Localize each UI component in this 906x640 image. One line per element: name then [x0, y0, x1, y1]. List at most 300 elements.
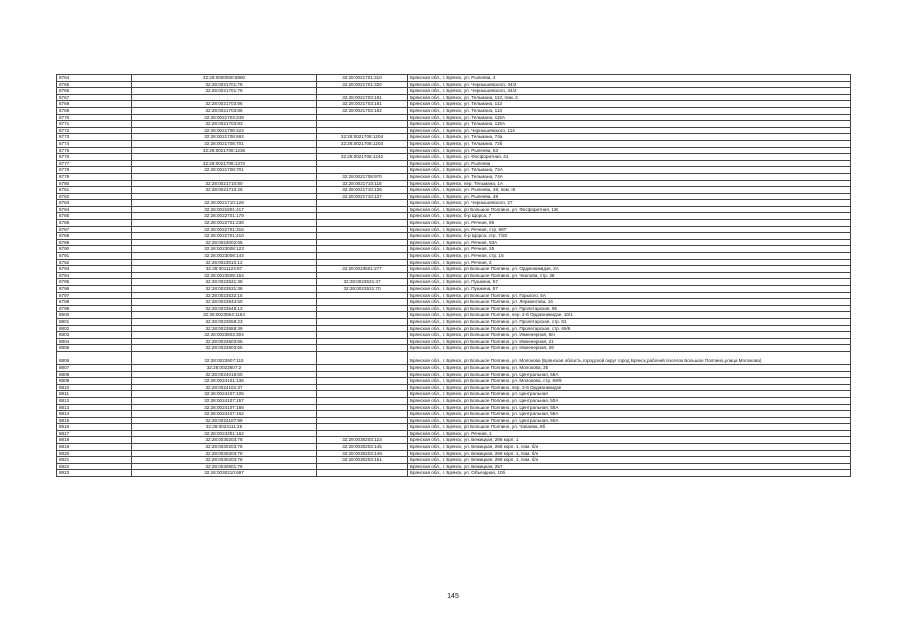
row-number-cell: 8807 — [57, 364, 132, 371]
row-number-cell: 8801 — [57, 318, 132, 325]
row-number-cell: 8783 — [57, 200, 132, 207]
address-cell: Брянская обл., г. Брянск, б-р Щорса, 7 — [408, 213, 851, 220]
table-row — [57, 81, 851, 88]
row-number-cell: 8765 — [57, 81, 132, 88]
address-cell: Брянская обл., г. Брянск, ул. Рылеева, 48, пом. III — [408, 187, 851, 194]
table-row — [57, 147, 851, 154]
address-cell: Брянская обл., г. Брянск, рп Большое Полпино, ул. Чапаева, 8б — [408, 424, 851, 431]
row-number-cell: 8798 — [57, 299, 132, 306]
parent-cadastral-cell — [317, 463, 408, 470]
address-cell: Брянская обл., г. Брянск, рп Большое Полпино, ул. Центральная, 58А — [408, 411, 851, 418]
table-row — [57, 463, 851, 470]
parent-cadastral-cell — [317, 351, 408, 364]
table-row — [57, 450, 851, 457]
row-number-cell: 8789 — [57, 239, 132, 246]
address-cell: Брянская обл., г. Брянск, ул. Речная, 2 — [408, 259, 851, 266]
table-row — [57, 272, 851, 279]
parent-cadastral-cell — [317, 259, 408, 266]
row-number-cell: 8780 — [57, 180, 132, 187]
row-number-cell: 8795 — [57, 279, 132, 286]
parent-cadastral-cell: 32:28:0023531:47 — [317, 279, 408, 286]
row-number-cell: 8769 — [57, 107, 132, 114]
parent-cadastral-cell: 32:28:0021708:1203 — [317, 140, 408, 147]
row-number-cell: 8822 — [57, 463, 132, 470]
table-row — [57, 259, 851, 266]
parent-cadastral-cell — [317, 213, 408, 220]
table-row — [57, 437, 851, 444]
address-cell: Брянская обл., г. Брянск, рп Большое Полпино, ул. Орджоникидзе, 2А — [408, 266, 851, 273]
cadastral-number-cell: 32:28:0024107:157 — [132, 397, 317, 404]
table-row — [57, 220, 851, 227]
row-number-cell: 8772 — [57, 127, 132, 134]
parent-cadastral-cell — [317, 200, 408, 207]
address-cell: Брянская обл., г. Брянск, ул. Тельмана, 72б — [408, 140, 851, 147]
table-row — [57, 200, 851, 207]
row-number-cell: 8805 — [57, 345, 132, 352]
cadastral-number-cell: 32:28:0030203:78 — [132, 444, 317, 451]
row-number-cell: 8813 — [57, 404, 132, 411]
row-number-cell: 8809 — [57, 378, 132, 385]
address-cell: Брянская обл., г. Брянск, ул. Чернышевского, 34/2 — [408, 81, 851, 88]
table-row — [57, 187, 851, 194]
row-number-cell: 8817 — [57, 430, 132, 437]
address-cell: Брянская обл., г. Брянск, ул. Объездная, 10б — [408, 470, 851, 477]
registry-table-body — [57, 75, 851, 477]
row-number-cell: 8818 — [57, 437, 132, 444]
parent-cadastral-cell — [317, 325, 408, 332]
row-number-cell: 8778 — [57, 167, 132, 174]
parent-cadastral-cell — [317, 206, 408, 213]
cadastral-number-cell: 32:28:0021701:78 — [132, 81, 317, 88]
address-cell: Брянская обл., г. Брянск, ул. Тельмана, 115А — [408, 114, 851, 121]
cadastral-number-cell: 32:28:0023603:304 — [132, 332, 317, 339]
address-cell: Брянская обл., г. Брянск, ул. Тельмана, 74А — [408, 173, 851, 180]
table-row — [57, 384, 851, 391]
parent-cadastral-cell — [317, 332, 408, 339]
address-cell: Брянская обл., г. Брянск, рп Большое Полпино, ул. Инженерная, 6/н — [408, 332, 851, 339]
address-cell: Брянская обл., г. Брянск, ул. Речная, 93А — [408, 239, 851, 246]
address-cell: Брянская обл., г. Брянск, рп Большое Полпино, ул. Центральная, 50А — [408, 397, 851, 404]
table-row — [57, 246, 851, 253]
cadastral-number-cell: 32:28:0021703:86 — [132, 101, 317, 108]
address-cell: Брянская обл., г. Брянск, рп Большое Полпино, ул. Пролетарская, стр. 65/6 — [408, 325, 851, 332]
cadastral-number-cell: 32:28:0021703:83 — [132, 121, 317, 128]
table-row — [57, 286, 851, 293]
cadastral-number-cell: 32:28:0030501:76 — [132, 463, 317, 470]
table-row — [57, 378, 851, 385]
row-number-cell: 8768 — [57, 101, 132, 108]
parent-cadastral-cell — [317, 424, 408, 431]
cadastral-number-cell: 32:28:0023603:65 — [132, 345, 317, 352]
parent-cadastral-cell — [317, 147, 408, 154]
cadastral-number-cell — [132, 173, 317, 180]
row-number-cell: 8806 — [57, 351, 132, 364]
table-row — [57, 193, 851, 200]
table-row — [57, 305, 851, 312]
address-cell: Брянская обл., г. Брянск, рп Большое Полпино, ул. Центральная, 58А — [408, 404, 851, 411]
table-row — [57, 107, 851, 114]
row-number-cell: 8770 — [57, 114, 132, 121]
parent-cadastral-cell: 32:28:0021701:320 — [317, 81, 408, 88]
row-number-cell: 8803 — [57, 332, 132, 339]
cadastral-number-cell: 32:28:0030203:78 — [132, 437, 317, 444]
cadastral-number-cell — [132, 154, 317, 161]
address-cell: Брянская обл., г. Брянск, рп Большое Полпино, ул. Центральная, 50А — [408, 417, 851, 424]
table-row — [57, 239, 851, 246]
table-row — [57, 167, 851, 174]
parent-cadastral-cell: 32:28:0023531:70 — [317, 286, 408, 293]
parent-cadastral-cell — [317, 220, 408, 227]
parent-cadastral-cell: 32:28:0021703:181 — [317, 101, 408, 108]
table-row — [57, 101, 851, 108]
row-number-cell: 8808 — [57, 371, 132, 378]
address-cell: Брянская обл., г. Брянск, ул. Рылеева, 48 — [408, 193, 851, 200]
table-row — [57, 206, 851, 213]
parent-cadastral-cell: 32:28:0021708:1204 — [317, 134, 408, 141]
table-row — [57, 88, 851, 95]
table-row — [57, 470, 851, 477]
parent-cadastral-cell — [317, 417, 408, 424]
address-cell: Брянская обл., г. Брянск, рп Большое Полпино, ул. Молокова (Брянская область,городской округ город Брянск,рабочий поселок Большое Полпино,улица Молокова) — [408, 351, 851, 364]
address-cell: Брянская обл., г. Брянск, ул. Бежицкая, 257 — [408, 463, 851, 470]
cadastral-number-cell: 32:28:0021708:1372 — [132, 160, 317, 167]
parent-cadastral-cell: 32:28:0021703:181 — [317, 94, 408, 101]
cadastral-number-cell: 32:28:0023543:50 — [132, 299, 317, 306]
cadastral-number-cell: 32:28:0021801:417 — [132, 206, 317, 213]
cadastral-number-cell: 32:28:0021708:701 — [132, 167, 317, 174]
cadastral-number-cell: 32:28:0021708:701 — [132, 140, 317, 147]
cadastral-number-cell: 32:28:0023559:39 — [132, 325, 317, 332]
row-number-cell: 8785 — [57, 213, 132, 220]
row-number-cell: 8782 — [57, 193, 132, 200]
row-number-cell: 8794 — [57, 272, 132, 279]
row-number-cell: 8771 — [57, 121, 132, 128]
row-number-cell: 8816 — [57, 424, 132, 431]
cadastral-number-cell: 32:28:0023559:23 — [132, 318, 317, 325]
parent-cadastral-cell — [317, 167, 408, 174]
cadastral-number-cell: 32:28:0023531:38 — [132, 286, 317, 293]
parent-cadastral-cell — [317, 246, 408, 253]
address-cell: Брянская обл., г. Брянск, ул. Речная, стр. 98Т — [408, 226, 851, 233]
cadastral-number-cell: 32:28:0000000:5980 — [132, 75, 317, 82]
cadastral-number-cell: 32:28:0023531:38 — [132, 279, 317, 286]
table-row — [57, 154, 851, 161]
table-row — [57, 345, 851, 352]
cadastral-number-cell: 32:28:0023509:154 — [132, 272, 317, 279]
address-cell: Брянская обл., г. Брянск, рп Большое Полпино, ул. Молокова, стр. 69/9 — [408, 378, 851, 385]
cadastral-number-cell: 32:28:0011124:97 — [132, 266, 317, 273]
address-cell: Брянская обл., г. Брянск, рп Большое Полпино, ул. Фосфоритная, 1Ж — [408, 206, 851, 213]
table-row — [57, 417, 851, 424]
address-cell: Брянская обл., г. Брянск, рп Большое Полпино, ул. Горького, 5А — [408, 292, 851, 299]
table-row — [57, 424, 851, 431]
address-cell: Брянская обл., г. Брянск, ул. Речная, 1 — [408, 430, 851, 437]
address-cell: Брянская обл., г. Брянск, рп Большое Полпино, ул. Инженерная, 29 — [408, 345, 851, 352]
row-number-cell: 8823 — [57, 470, 132, 477]
row-number-cell: 8815 — [57, 417, 132, 424]
cadastral-number-cell: 32:28:0021703:86 — [132, 107, 317, 114]
table-row — [57, 397, 851, 404]
cadastral-number-cell: 32:28:0023010:12 — [132, 259, 317, 266]
parent-cadastral-cell: 32:28:0023501:277 — [317, 266, 408, 273]
table-row — [57, 351, 851, 364]
parent-cadastral-cell — [317, 160, 408, 167]
row-number-cell: 8802 — [57, 325, 132, 332]
row-number-cell: 8797 — [57, 292, 132, 299]
parent-cadastral-cell — [317, 226, 408, 233]
table-row — [57, 75, 851, 82]
cadastral-number-cell: 32:28:0021710:26 — [132, 187, 317, 194]
cadastral-number-cell: 32:28:0030203:78 — [132, 450, 317, 457]
address-cell: Брянская обл., г. Брянск, рп Большое Полпино, пер. 3-й Орджоникидзе — [408, 384, 851, 391]
table-row — [57, 114, 851, 121]
parent-cadastral-cell — [317, 397, 408, 404]
cadastral-number-cell: 32:28:0024101:136 — [132, 378, 317, 385]
parent-cadastral-cell — [317, 411, 408, 418]
row-number-cell: 8799 — [57, 305, 132, 312]
row-number-cell: 8792 — [57, 259, 132, 266]
table-row — [57, 430, 851, 437]
table-row — [57, 411, 851, 418]
cadastral-number-cell: 32:28:0024107:162 — [132, 411, 317, 418]
row-number-cell: 8786 — [57, 220, 132, 227]
parent-cadastral-cell — [317, 305, 408, 312]
parent-cadastral-cell — [317, 391, 408, 398]
table-row — [57, 173, 851, 180]
cadastral-number-cell: 32:28:0024111:25 — [132, 424, 317, 431]
row-number-cell: 8776 — [57, 154, 132, 161]
row-number-cell: 8814 — [57, 411, 132, 418]
address-cell: Брянская обл., г. Брянск, ул. Пушкина, 57 — [408, 279, 851, 286]
row-number-cell: 8796 — [57, 286, 132, 293]
row-number-cell: 8821 — [57, 457, 132, 464]
table-row — [57, 121, 851, 128]
cadastral-number-cell: 32:28:0021710:80 — [132, 180, 317, 187]
registry-table-container — [56, 74, 851, 477]
table-row — [57, 160, 851, 167]
page-number: 145 — [447, 593, 459, 600]
table-row — [57, 213, 851, 220]
table-row — [57, 332, 851, 339]
table-row — [57, 299, 851, 306]
table-row — [57, 312, 851, 319]
parent-cadastral-cell — [317, 364, 408, 371]
cadastral-number-cell: 32:28:0024107:156 — [132, 404, 317, 411]
table-row — [57, 233, 851, 240]
address-cell: Брянская обл., г. Брянск, рп Большое Полпино, ул. Инженерная, 21 — [408, 338, 851, 345]
row-number-cell: 8810 — [57, 384, 132, 391]
parent-cadastral-cell — [317, 88, 408, 95]
address-cell: Брянская обл., г. Брянск, рп Большое Полпино, ул. Центральная — [408, 391, 851, 398]
cadastral-number-cell: 32:28:0023603:65 — [132, 338, 317, 345]
row-number-cell: 8773 — [57, 134, 132, 141]
row-number-cell: 8766 — [57, 88, 132, 95]
row-number-cell: 8774 — [57, 140, 132, 147]
cadastral-number-cell: 32:28:0022701:410 — [132, 233, 317, 240]
parent-cadastral-cell: 32:28:0021710:126 — [317, 187, 408, 194]
table-row — [57, 371, 851, 378]
row-number-cell: 8777 — [57, 160, 132, 167]
address-cell: Брянская обл., г. Брянск, рп Большое Полпино, ул. Пролетарская, 95 — [408, 305, 851, 312]
row-number-cell: 8812 — [57, 397, 132, 404]
cadastral-number-cell: 32:28:0021710:128 — [132, 200, 317, 207]
table-row — [57, 140, 851, 147]
table-row — [57, 180, 851, 187]
cadastral-number-cell: 32:28:0021708:1236 — [132, 147, 317, 154]
row-number-cell: 8790 — [57, 246, 132, 253]
parent-cadastral-cell — [317, 299, 408, 306]
address-cell: Брянская обл., г. Брянск, ул. Фосфоритная, 41 — [408, 154, 851, 161]
parent-cadastral-cell — [317, 404, 408, 411]
cadastral-number-cell: 32:28:0023008:144 — [132, 253, 317, 260]
parent-cadastral-cell: 32:28:0030203:151 — [317, 457, 408, 464]
address-cell: Брянская обл., г. Брянск, рп Большое Полпино, ул. Молокова, 35 — [408, 364, 851, 371]
cadastral-number-cell: 32:28:0024301:162 — [132, 430, 317, 437]
table-row — [57, 292, 851, 299]
cadastral-number-cell: 32:28:0021708:423 — [132, 127, 317, 134]
row-number-cell: 8775 — [57, 147, 132, 154]
parent-cadastral-cell — [317, 114, 408, 121]
address-cell: Брянская обл., г. Брянск, ул. Рылеева, 53 — [408, 147, 851, 154]
address-cell: Брянская обл., г. Брянск, рп Большое Полпино, ул. Пролетарская, стр. 81 — [408, 318, 851, 325]
parent-cadastral-cell: 32:28:0021710:127 — [317, 193, 408, 200]
table-row — [57, 279, 851, 286]
table-row — [57, 364, 851, 371]
table-row — [57, 226, 851, 233]
row-number-cell: 8787 — [57, 226, 132, 233]
address-cell: Брянская обл., г. Брянск, рп Большое Полпино, ул. Чкалова, стр. 38 — [408, 272, 851, 279]
cadastral-number-cell: 32:28:0023607:115 — [132, 351, 317, 364]
parent-cadastral-cell: 32:28:0030203:123 — [317, 437, 408, 444]
address-cell: Брянская обл., г. Брянск, ул. Тельмана, 74а — [408, 134, 851, 141]
address-cell: Брянская обл., г. Брянск, ул. Тельмана, 113 — [408, 107, 851, 114]
row-number-cell: 8820 — [57, 450, 132, 457]
address-cell: Брянская обл., г. Брянск, ул. Чернышевского, 114 — [408, 127, 851, 134]
table-row — [57, 253, 851, 260]
address-cell: Брянская обл., г. Брянск, ул. Чернышевского, 27 — [408, 200, 851, 207]
parent-cadastral-cell — [317, 272, 408, 279]
registry-table — [56, 74, 851, 477]
row-number-cell: 8781 — [57, 187, 132, 194]
table-row — [57, 318, 851, 325]
row-number-cell: 8819 — [57, 444, 132, 451]
address-cell: Брянская обл., г. Брянск, ул. Бежицкая, 286 корп. 1 — [408, 437, 851, 444]
cadastral-number-cell: 32:28:0023548:13 — [132, 305, 317, 312]
cadastral-number-cell: 32:28:0024018:60 — [132, 371, 317, 378]
row-number-cell: 8791 — [57, 253, 132, 260]
address-cell: Брянская обл., г. Брянск, рп Большое Полпино, ул. Центральная, 58А — [408, 371, 851, 378]
parent-cadastral-cell: 32:28:0021708:970 — [317, 173, 408, 180]
address-cell: Брянская обл., г. Брянск, ул. Речная, стр. 15 — [408, 253, 851, 260]
row-number-cell: 8767 — [57, 94, 132, 101]
cadastral-number-cell: 32:28:0023554:1154 — [132, 312, 317, 319]
address-cell: Брянская обл., г. Брянск, рп Большое Полпино, пер. 2-й Орджоникидзе, 10/1 — [408, 312, 851, 319]
cadastral-number-cell: 32:28:0021701:78 — [132, 88, 317, 95]
table-row — [57, 457, 851, 464]
address-cell: Брянская обл., г. Брянск, ул. Речная, 35 — [408, 246, 851, 253]
address-cell: Брянская обл., г. Брянск, ул. Тельмана, 113, пом. 2 — [408, 94, 851, 101]
parent-cadastral-cell: 32:28:0021703:182 — [317, 107, 408, 114]
address-cell: Брянская обл., г. Брянск, пер. Тельмана, 1А — [408, 180, 851, 187]
address-cell: Брянская обл., г. Брянск, ул. Бежицкая, 286 корп. 1, пом. б/н — [408, 450, 851, 457]
cadastral-number-cell: 32:28:0022701:238 — [132, 220, 317, 227]
cadastral-number-cell: 32:28:0021703:249 — [132, 114, 317, 121]
table-row — [57, 325, 851, 332]
row-number-cell: 8800 — [57, 312, 132, 319]
parent-cadastral-cell — [317, 384, 408, 391]
row-number-cell: 8788 — [57, 233, 132, 240]
row-number-cell: 8793 — [57, 266, 132, 273]
table-row — [57, 127, 851, 134]
cadastral-number-cell: 32:28:0022701:179 — [132, 213, 317, 220]
row-number-cell: 8779 — [57, 173, 132, 180]
parent-cadastral-cell — [317, 345, 408, 352]
parent-cadastral-cell — [317, 253, 408, 260]
cadastral-number-cell: 32:28:0030310:697 — [132, 470, 317, 477]
cadastral-number-cell: 32:28:0024107:105 — [132, 391, 317, 398]
table-row — [57, 444, 851, 451]
cadastral-number-cell: 32:28:0022701:315 — [132, 226, 317, 233]
parent-cadastral-cell — [317, 378, 408, 385]
parent-cadastral-cell — [317, 127, 408, 134]
table-row — [57, 134, 851, 141]
table-row — [57, 338, 851, 345]
address-cell: Брянская обл., г. Брянск, рп Большое Полпино, ул. Лермонтова, 16 — [408, 299, 851, 306]
address-cell: Брянская обл., г. Брянск, ул. Тельмана, 113 — [408, 101, 851, 108]
cadastral-number-cell: 32:28:0023532:15 — [132, 292, 317, 299]
table-row — [57, 404, 851, 411]
address-cell: Брянская обл., г. Брянск, ул. Рылеева — [408, 160, 851, 167]
address-cell: Брянская обл., г. Брянск, ул. Чернышевского, 34/2 — [408, 88, 851, 95]
cadastral-number-cell — [132, 94, 317, 101]
cadastral-number-cell: 32:28:0023607:2 — [132, 364, 317, 371]
cadastral-number-cell: 32:28:0023002:65 — [132, 239, 317, 246]
parent-cadastral-cell — [317, 312, 408, 319]
cadastral-number-cell — [132, 193, 317, 200]
parent-cadastral-cell — [317, 338, 408, 345]
cadastral-number-cell: 32:28:0021708:692 — [132, 134, 317, 141]
row-number-cell: 8804 — [57, 338, 132, 345]
address-cell: Брянская обл., г. Брянск, ул. Тельмана, 115А — [408, 121, 851, 128]
row-number-cell: 8764 — [57, 75, 132, 82]
address-cell: Брянская обл., г. Брянск, б-р Щорса, стр. 7/20 — [408, 233, 851, 240]
parent-cadastral-cell — [317, 292, 408, 299]
address-cell: Брянская обл., г. Брянск, ул. Бежицкая, 286 корп. 1, пом. б/н — [408, 444, 851, 451]
parent-cadastral-cell — [317, 371, 408, 378]
cadastral-number-cell: 32:28:0023008:123 — [132, 246, 317, 253]
cadastral-number-cell: 32:28:0030203:78 — [132, 457, 317, 464]
parent-cadastral-cell: 32:28:0021710:118 — [317, 180, 408, 187]
parent-cadastral-cell: 32:28:0021708:1242 — [317, 154, 408, 161]
table-row — [57, 391, 851, 398]
parent-cadastral-cell: 32:28:0030203:145 — [317, 444, 408, 451]
parent-cadastral-cell — [317, 430, 408, 437]
parent-cadastral-cell — [317, 121, 408, 128]
address-cell: Брянская обл., г. Брянск, ул. Пушкина, 57 — [408, 286, 851, 293]
address-cell: Брянская обл., г. Брянск, ул. Тельмана, 72А — [408, 167, 851, 174]
row-number-cell: 8811 — [57, 391, 132, 398]
parent-cadastral-cell — [317, 239, 408, 246]
parent-cadastral-cell: 32:28:0030203:149 — [317, 450, 408, 457]
cadastral-number-cell: 32:28:0024107:99 — [132, 417, 317, 424]
address-cell: Брянская обл., г. Брянск, ул. Бежицкая, 286 корп. 1, пом. б/н — [408, 457, 851, 464]
row-number-cell: 8784 — [57, 206, 132, 213]
parent-cadastral-cell — [317, 318, 408, 325]
parent-cadastral-cell: 32:28:0021701:310 — [317, 75, 408, 82]
table-row — [57, 266, 851, 273]
parent-cadastral-cell — [317, 470, 408, 477]
address-cell: Брянская обл., г. Брянск, ул. Речная, 95 — [408, 220, 851, 227]
